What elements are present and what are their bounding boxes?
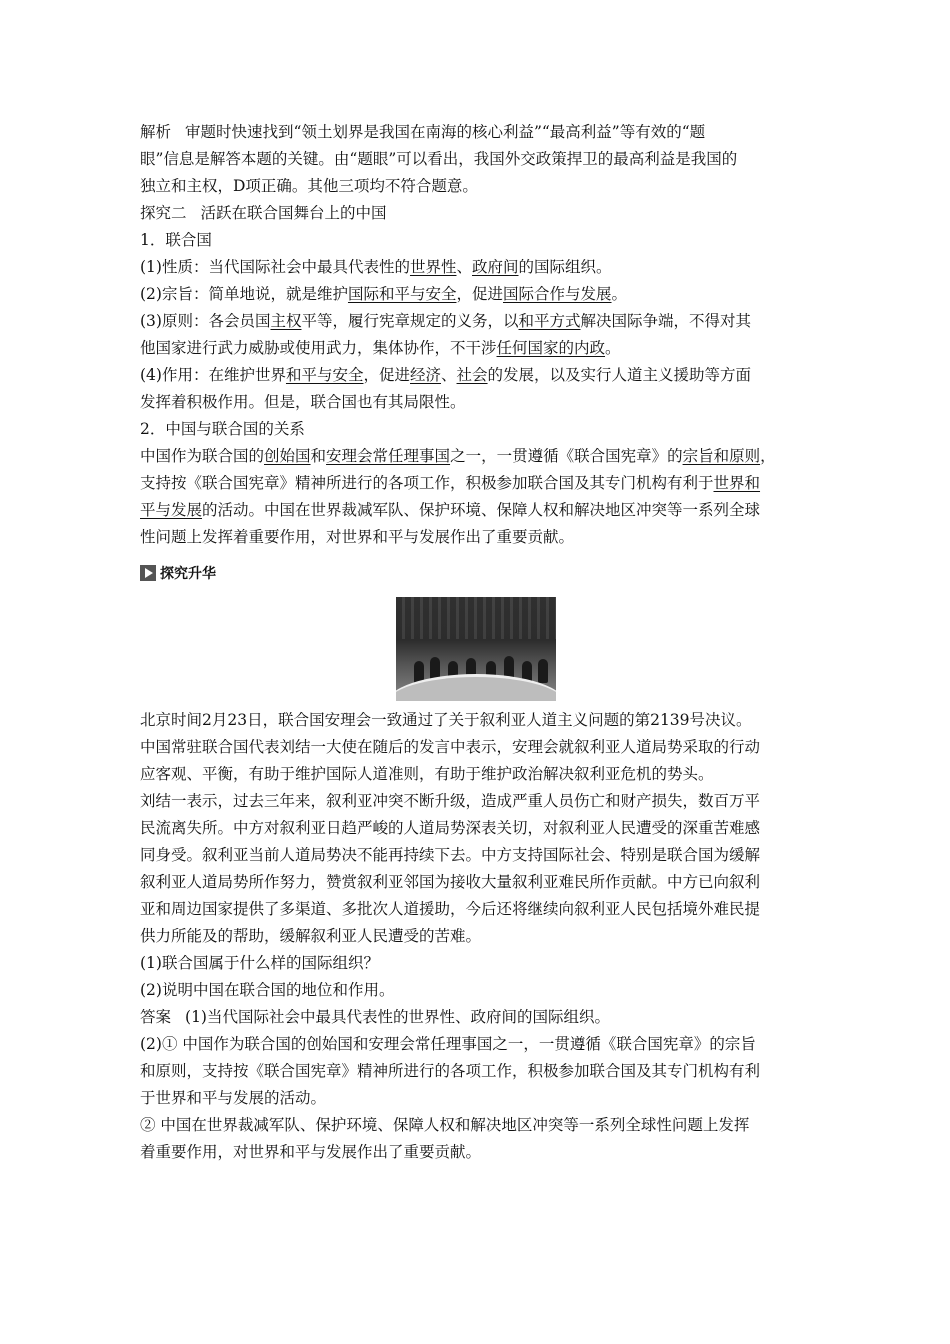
material-p2-2: 民流离失所。中方对叙利亚日趋严峻的人道局势深表关切，对叙利亚人民遭受的深重苦难感	[140, 819, 761, 837]
material-p2-5: 亚和周边国家提供了多渠道、多批次人道援助，今后还将继续向叙利亚人民包括境外难民提	[140, 900, 761, 918]
un-principle-1: (3)原则：各会员国主权平等，履行宪章规定的义务，以和平方式解决国际争端，不得对其	[140, 312, 752, 330]
un-role-1: (4)作用：在维护世界和平与安全，促进经济、社会的发展，以及实行人道主义援助等方面	[140, 366, 752, 384]
relation-line-2: 支持按《联合国宪章》精神所进行的各项工作，积极参加联合国及其专门机构有利于世界和	[140, 474, 761, 492]
un-aim: (2)宗旨：简单地说，就是维护国际和平与安全，促进国际合作与发展。	[140, 285, 628, 303]
relation-line-4: 性问题上发挥着重要作用，对世界和平与发展作出了重要贡献。	[140, 528, 575, 546]
material-p1-1: 北京时间2月23日，联合国安理会一致通过了关于叙利亚人道主义问题的第2139号决议。	[140, 711, 752, 729]
question-1: (1)联合国属于什么样的国际组织？	[140, 954, 379, 972]
relation-line-1: 中国作为联合国的创始国和安理会常任理事国之一，一贯遵循《联合国宪章》的宗旨和原则，	[140, 447, 776, 465]
un-security-council-photo	[396, 597, 556, 701]
un-heading: 1．联合国	[140, 231, 212, 249]
photo-container	[140, 597, 812, 701]
analysis-line-3: 独立和主权，D项正确。其他三项均不符合题意。	[140, 177, 478, 195]
material-p2-4: 叙利亚人道局势所作努力，赞赏叙利亚邻国为接收大量叙利亚难民所作贡献。中方已向叙利	[140, 873, 761, 891]
answer-2-2: 和原则，支持按《联合国宪章》精神所进行的各项工作，积极参加联合国及其专门机构有利	[140, 1062, 761, 1080]
answer-3-2: 着重要作用，对世界和平与发展作出了重要贡献。	[140, 1143, 482, 1161]
un-nature: (1)性质：当代国际社会中最具代表性的世界性、政府间的国际组织。	[140, 258, 612, 276]
question-2: (2)说明中国在联合国的地位和作用。	[140, 981, 395, 999]
answer-1: 答案 (1)当代国际社会中最具代表性的世界性、政府间的国际组织。	[140, 1008, 610, 1026]
material-p1-2: 中国常驻联合国代表刘结一大使在随后的发言中表示，安理会就叙利亚人道局势采取的行动	[140, 738, 761, 756]
relation-heading: 2．中国与联合国的关系	[140, 420, 305, 438]
answer-2-3: 于世界和平与发展的活动。	[140, 1089, 327, 1107]
analysis-label: 解析	[140, 123, 172, 141]
material-p1-3: 应客观、平衡，有助于维护国际人道准则，有助于维护政治解决叙利亚危机的势头。	[140, 765, 714, 783]
relation-line-3: 平与发展的活动。中国在世界裁减军队、保护环境、保障人权和解决地区冲突等一系列全球	[140, 501, 761, 519]
analysis-line-1: 解析 审题时快速找到“领土划界是我国在南海的核心利益”“最高利益”等有效的“题	[140, 123, 706, 141]
answer-2-1: (2)① 中国作为联合国的创始国和安理会常任理事国之一，一贯遵循《联合国宪章》的宗旨	[140, 1035, 756, 1053]
un-principle-2: 他国家进行武力威胁或使用武力，集体协作，不干涉任何国家的内政。	[140, 339, 621, 357]
section-heading: 探究二 活跃在联合国舞台上的中国	[140, 204, 387, 222]
document-page	[140, 119, 812, 1166]
banner-title: 探究升华	[160, 566, 216, 582]
answer-3-1: ② 中国在世界裁减军队、保护环境、保障人权和解决地区冲突等一系列全球性问题上发挥	[140, 1116, 750, 1134]
un-role-2: 发挥着积极作用。但是，联合国也有其局限性。	[140, 393, 466, 411]
play-triangle-icon	[140, 565, 156, 581]
section-banner	[140, 561, 812, 585]
analysis-line-2: 眼”信息是解答本题的关键。由“题眼”可以看出，我国外交政策捍卫的最高利益是我国的	[140, 150, 738, 168]
material-p2-3: 同身受。叙利亚当前人道局势决不能再持续下去。中方支持国际社会、特别是联合国为缓解	[140, 846, 761, 864]
material-p2-1: 刘结一表示，过去三年来，叙利亚冲突不断升级，造成严重人员伤亡和财产损失，数百万平	[140, 792, 761, 810]
answer-label: 答案	[140, 1008, 172, 1026]
material-p2-6: 供力所能及的帮助，缓解叙利亚人民遭受的苦难。	[140, 927, 482, 945]
